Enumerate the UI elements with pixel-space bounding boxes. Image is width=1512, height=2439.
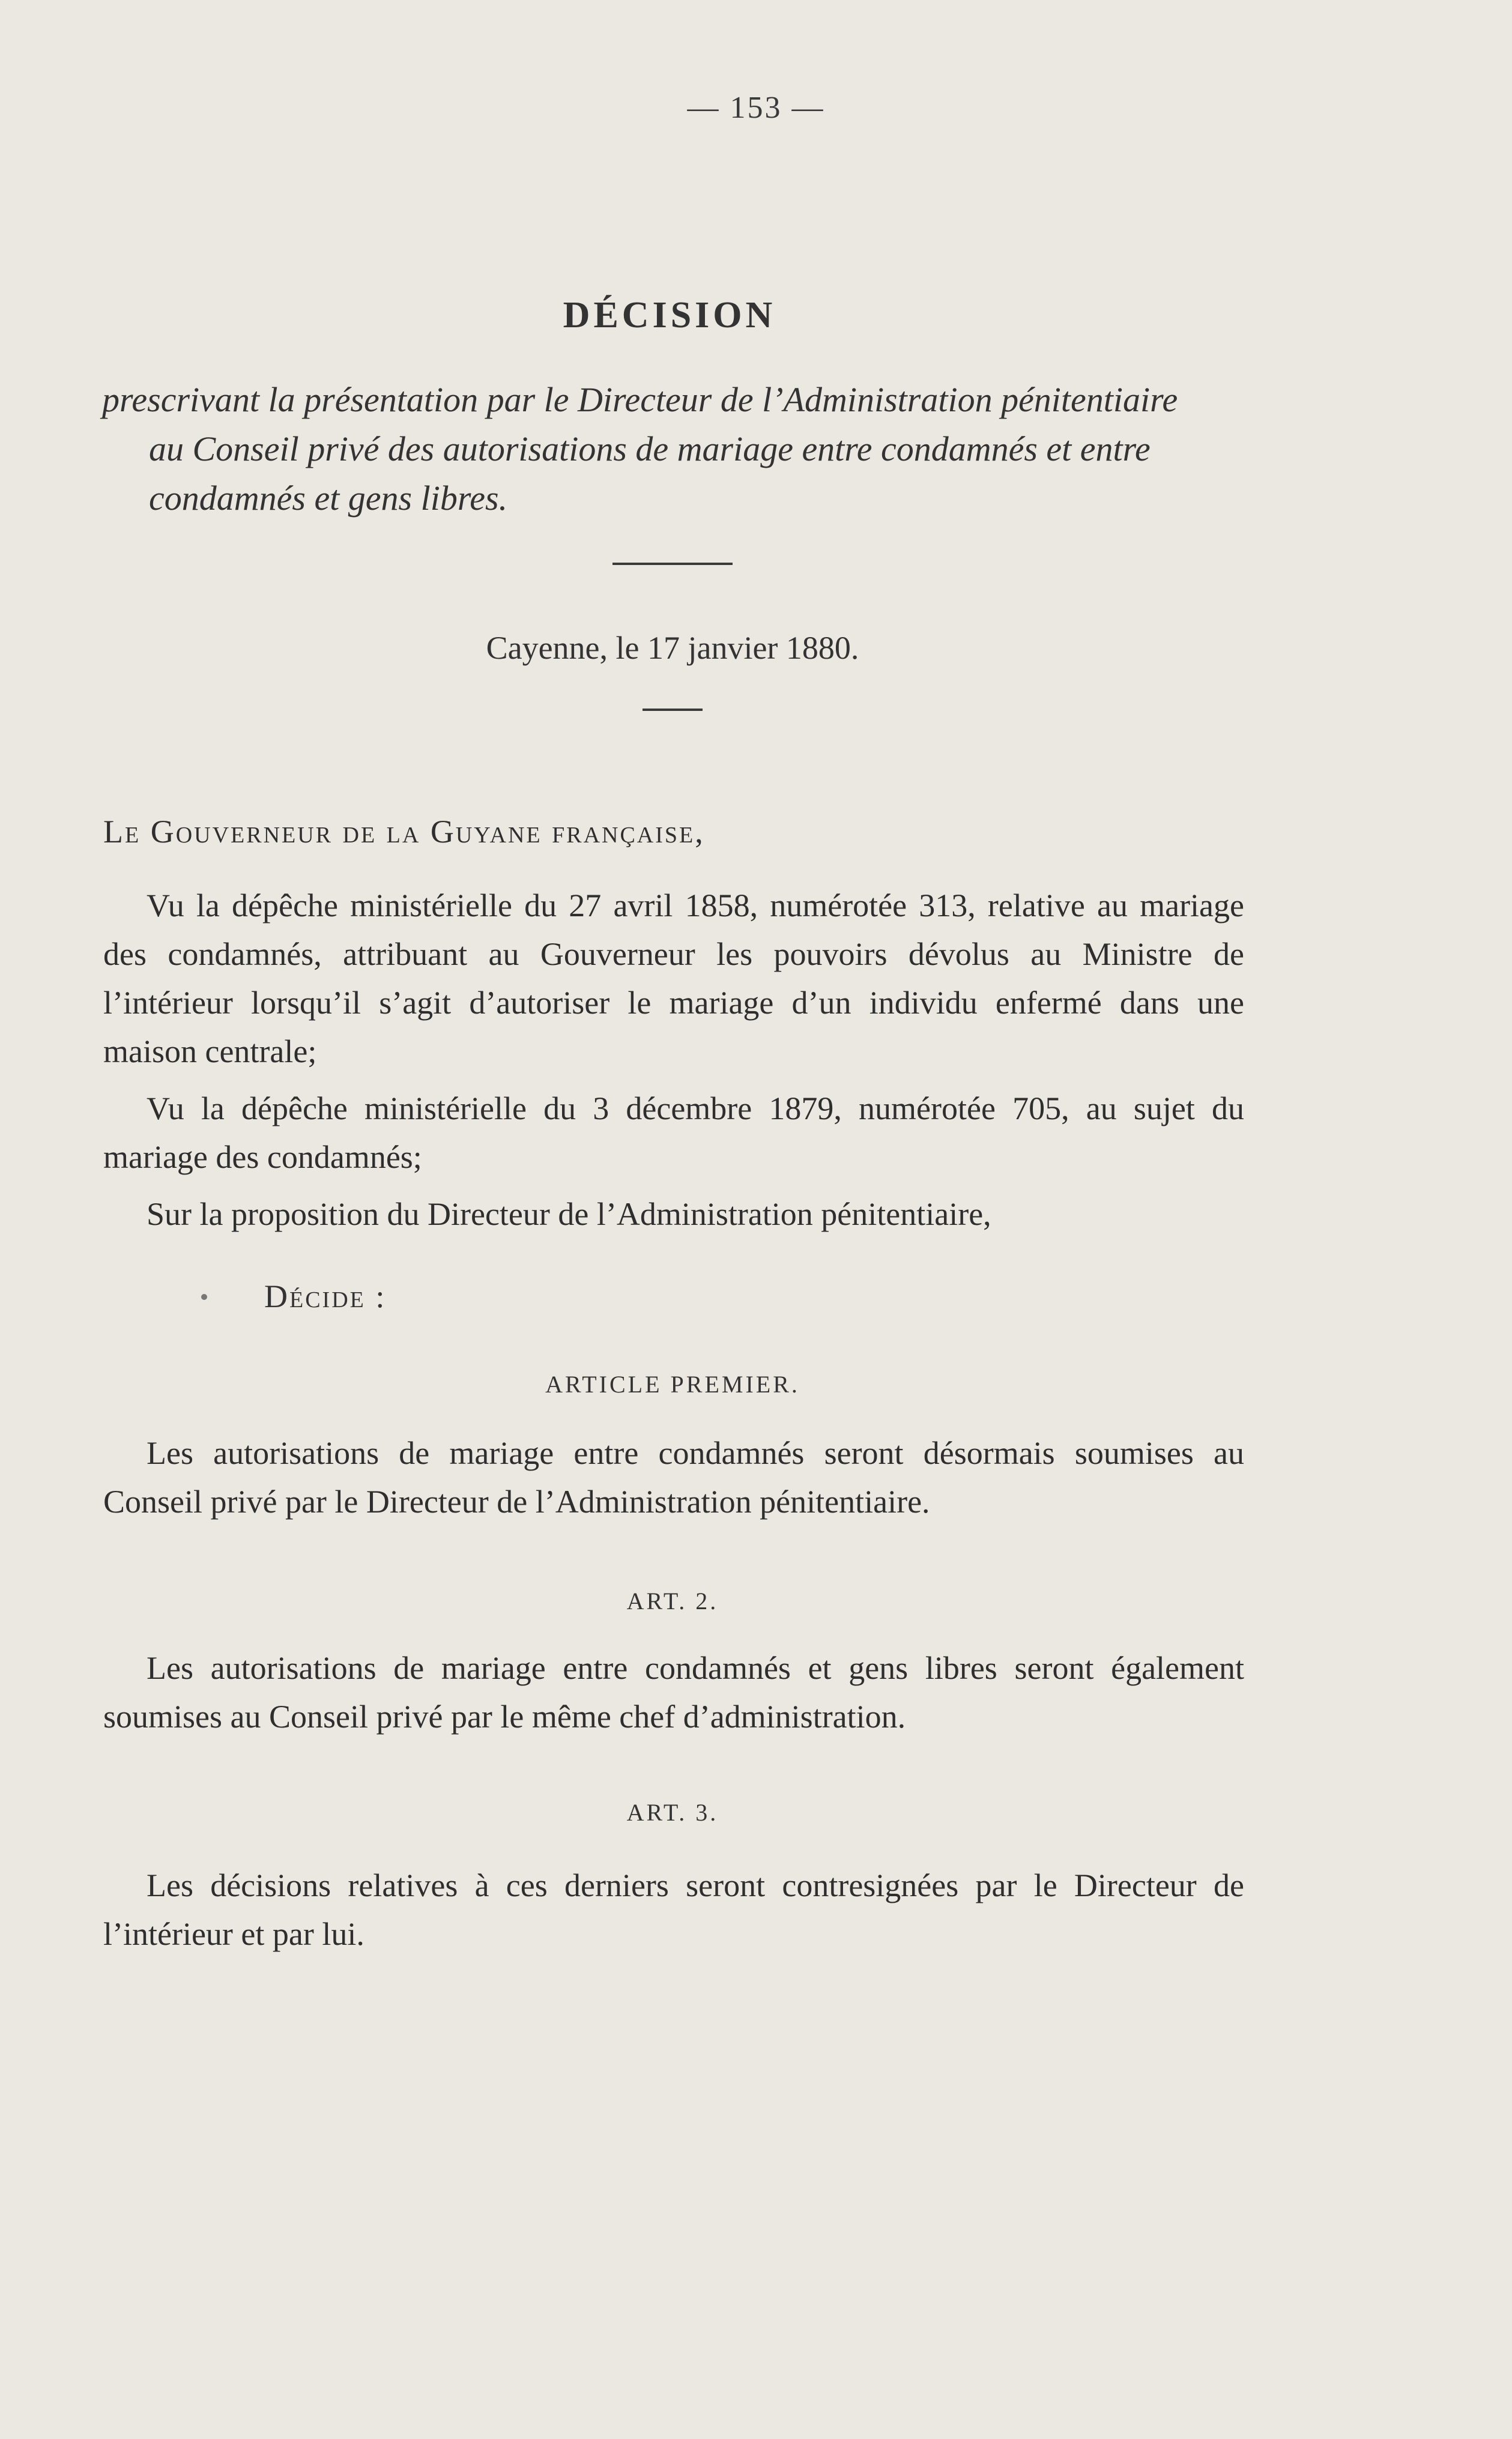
subtitle-line-1: prescrivant la présentation par le Directeur de l’Administration pénitentiaire	[102, 380, 1178, 419]
dateline: Cayenne, le 17 janvier 1880.	[486, 630, 859, 666]
subtitle-line-2: au Conseil privé des autorisations de mariage entre condamnés et entre	[149, 429, 1151, 468]
considerant-1: Vu la dépêche ministérielle du 27 avril 1858, numérotée 313, relative au mariage des condamnés, attribuant au Gouverneur les pouvoirs dévolus au Ministre de l’intérieur lorsqu’il s’agit d’autoriser le mariage d’un individu enfermé dans une maison centrale;	[103, 887, 1244, 1069]
decision-subtitle	[102, 375, 1255, 523]
considerants	[103, 881, 1244, 1247]
article-3-paragraph: Les décisions relatives à ces derniers seront contresignées par le Directeur de l’intérieur et par lui.	[103, 1867, 1244, 1952]
ink-dot	[201, 1294, 207, 1300]
article-2-heading: ART. 2.	[626, 1588, 719, 1615]
subtitle-line-3: condamnés et gens libres.	[149, 479, 508, 518]
article-2-paragraph: Les autorisations de mariage entre condamnés et gens libres seront également soumises au Conseil privé par le même chef d’administration.	[103, 1650, 1244, 1735]
page-number: — 153 —	[687, 91, 825, 125]
article-3-text	[103, 1861, 1244, 1967]
article-2-text	[103, 1644, 1244, 1750]
divider-rule	[612, 563, 733, 565]
considerant-3: Sur la proposition du Directeur de l’Administration pénitentiaire,	[147, 1196, 991, 1232]
article-1-text	[103, 1429, 1244, 1535]
authority-line: Le Gouverneur de la Guyane française,	[103, 814, 705, 850]
article-1-paragraph: Les autorisations de mariage entre condamnés seront désormais soumises au Conseil privé par le Directeur de l’Administration pénitentiaire.	[103, 1435, 1244, 1520]
decide-heading: Décide :	[264, 1278, 387, 1314]
article-3-heading: ART. 3.	[626, 1799, 719, 1826]
considerant-2: Vu la dépêche ministérielle du 3 décembre 1879, numérotée 705, au sujet du mariage des condamnés;	[103, 1090, 1244, 1175]
article-1-heading: ARTICLE PREMIER.	[545, 1371, 800, 1398]
decision-title: DÉCISION	[563, 295, 776, 336]
divider-rule-short	[643, 709, 703, 711]
